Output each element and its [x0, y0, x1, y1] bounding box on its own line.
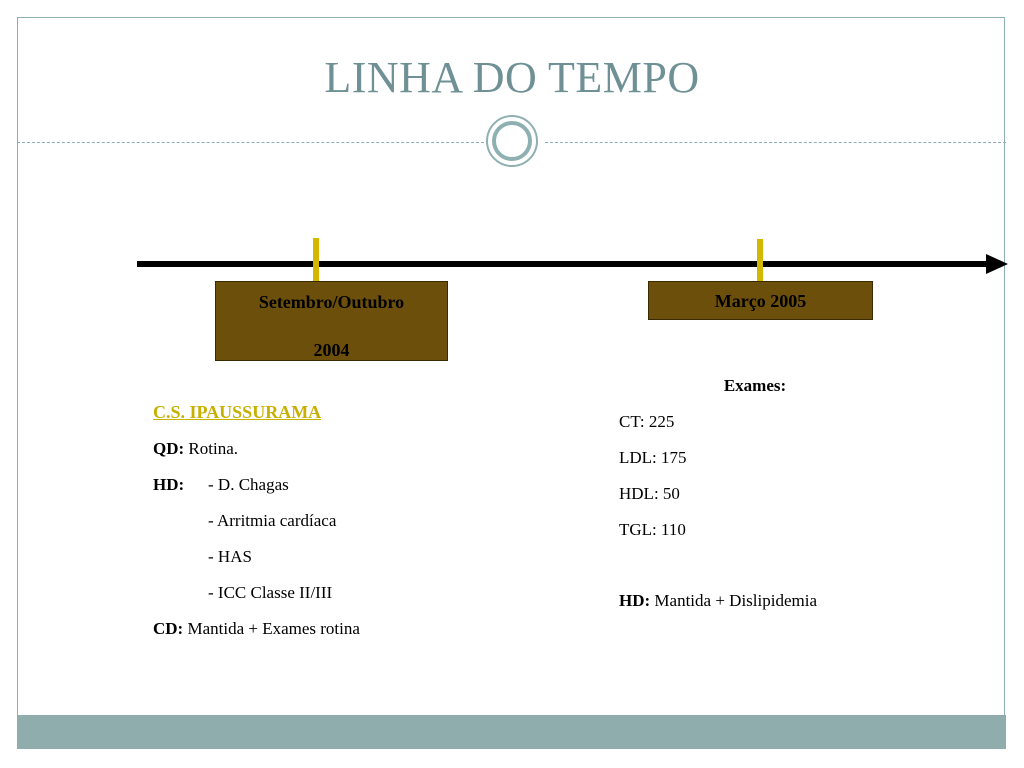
- hd-row: [153, 475, 184, 495]
- clinic-heading-link[interactable]: C.S. IPAUSSURAMA: [153, 402, 322, 422]
- qd-value: Rotina.: [188, 439, 239, 458]
- exams-heading: Exames:: [723, 376, 787, 395]
- event-label-line2: 2004: [313, 340, 350, 360]
- timeline-marker-2: [757, 239, 763, 282]
- hd-result-value: Mantida + Dislipidemia: [654, 591, 817, 610]
- timeline-marker-1: [313, 238, 319, 282]
- event-label-line1: Setembro/Outubro: [258, 292, 405, 312]
- slide-title: LINHA DO TEMPO: [324, 53, 700, 102]
- exam-value: LDL: 175: [619, 448, 687, 467]
- cd-row: [153, 619, 360, 639]
- hd-item: - D. Chagas: [208, 475, 289, 494]
- event-box-mar-2005: Março 2005: [648, 281, 873, 320]
- timeline-arrowhead-icon: [986, 254, 1008, 274]
- hd-item: - HAS: [208, 547, 252, 566]
- exam-value: TGL: 110: [619, 520, 686, 539]
- exam-value: CT: 225: [619, 412, 675, 431]
- exam-value: HDL: 50: [619, 484, 680, 503]
- cd-value: Mantida + Exames rotina: [187, 619, 360, 638]
- qd-label: QD:: [153, 439, 185, 458]
- hd-result-row: [619, 591, 817, 611]
- hd-result-label: HD:: [619, 591, 651, 610]
- hd-label: HD:: [153, 475, 185, 494]
- cd-label: CD:: [153, 619, 184, 638]
- event-box-sep-oct-2004: [215, 281, 448, 361]
- hd-item: - ICC Classe II/III: [208, 583, 333, 602]
- hd-item: - Arritmia cardíaca: [208, 511, 337, 530]
- qd-row: [153, 439, 238, 459]
